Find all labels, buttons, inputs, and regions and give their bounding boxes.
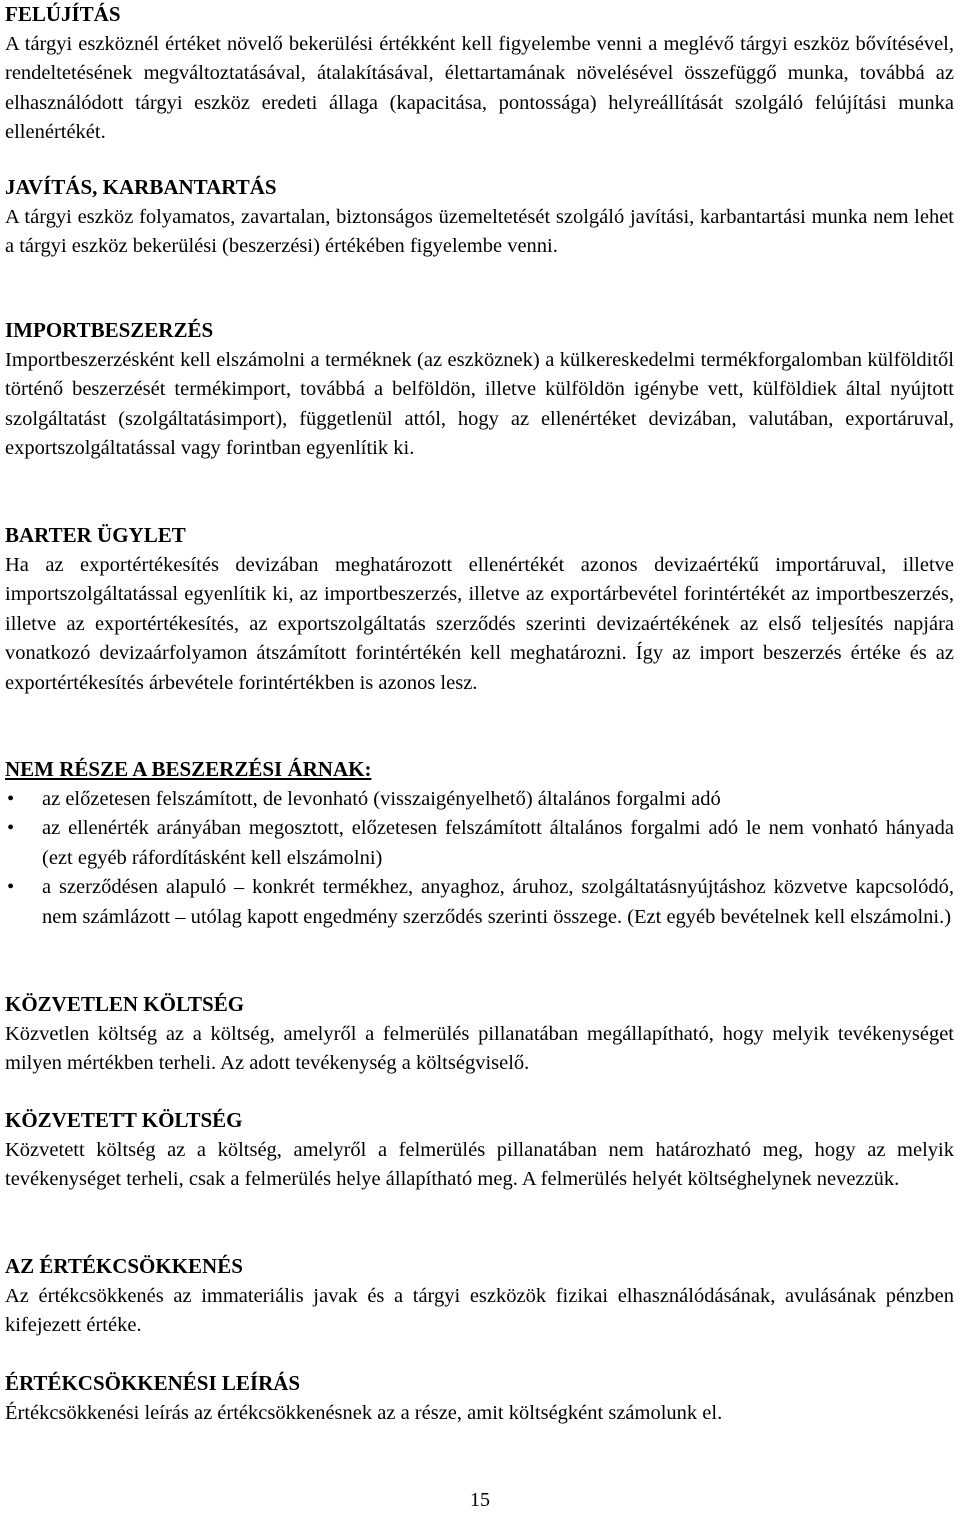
section-body: Közvetett költség az a költség, amelyről a felmerülés pillanatában nem határozható meg, hogy az melyik tevékenységet terheli, csak a felmerülés helye állapítható meg. A felmerülés helyét költséghelynek nevezzük. xyxy=(5,1138,954,1190)
section-heading: IMPORTBESZERZÉS xyxy=(5,318,214,342)
list-item-text: az előzetesen felszámított, de levonható (visszaigényelhető) általános forgalmi adó xyxy=(42,787,721,810)
bullet-icon: • xyxy=(7,817,15,839)
section-heading: NEM RÉSZE A BESZERZÉSI ÁRNAK: xyxy=(5,757,372,781)
list-item xyxy=(5,785,954,815)
section-felujitas xyxy=(5,0,954,148)
list-item xyxy=(5,814,954,873)
section-heading: KÖZVETETT KÖLTSÉG xyxy=(5,1108,243,1132)
section-body: A tárgyi eszköz folyamatos, zavartalan, biztonságos üzemeltetését szolgáló javítási, karbantartási munka nem lehet a tárgyi eszköz bekerülési (beszerzési) értékében figyelembe venni. xyxy=(5,205,954,257)
bullet-icon: • xyxy=(7,876,15,898)
list-item-text: a szerződésen alapuló – konkrét termékhez, anyaghoz, áruhoz, szolgáltatásnyújtáshoz közvetve kapcsolódó, nem számlázott – utólag kapott engedmény szerződés szerinti összege. (Ezt egyéb bevételnek kell elszámolni.) xyxy=(42,876,954,928)
section-ertekcsokkenesi-leiras xyxy=(5,1369,954,1428)
section-body: Az értékcsökkenés az immateriális javak és a tárgyi eszközök fizikai elhasználódásának, avulásának pénzben kifejezett értéke. xyxy=(5,1284,954,1336)
section-kozvetett-koltseg xyxy=(5,1106,954,1195)
bullet-icon: • xyxy=(7,787,15,810)
section-importbeszerzes xyxy=(5,316,954,464)
section-body: Importbeszerzésként kell elszámolni a terméknek (az eszköznek) a külkereskedelmi termékforgalomban külfölditől történő beszerzését termékimport, továbbá a belföldön, illetve külföldön igénybe vett, külföldiek által nyújtott szolgáltatást (szolgáltatásimport), függetlenül attól, hogy az ellenértéket devizában, valutában, exportáruval, exportszolgáltatással vagy forintban egyenlítik ki. xyxy=(5,348,954,459)
section-heading: ÉRTÉKCSÖKKENÉSI LEÍRÁS xyxy=(5,1371,301,1395)
section-heading: FELÚJÍTÁS xyxy=(5,2,121,26)
section-body: Ha az exportértékesítés devizában meghatározott ellenértékét azonos devizaértékű importáruval, illetve importszolgáltatással egyenlítik ki, az importbeszerzés, illetve az exportárbevétel forintértékét az importbeszerzés, illetve az exportértékesítés, az exportszolgáltatás szerződés szerinti devizaértékének az első teljesítés napjára vonatkozó devizaárfolyamon átszámított forintértékén kell meghatározni. Így az import beszerzés értéke és az exportértékesítés árbevétele forintértékben is azonos lesz. xyxy=(5,553,954,694)
section-body: Értékcsökkenési leírás az értékcsökkenésnek az a része, amit költségként számolunk el. xyxy=(5,1401,723,1424)
page-number: 15 xyxy=(470,1489,490,1511)
list-item-text: az ellenérték arányában megosztott, előzetesen felszámított általános forgalmi adó le nem vonható hányada (ezt egyéb ráfordításként kell elszámolni) xyxy=(42,817,954,869)
section-body: A tárgyi eszköznél értéket növelő bekerülési értékként kell figyelembe venni a meglévő tárgyi eszköz bővítésével, rendeltetésének megváltoztatásával, átalakításával, élettartamának növelésével összefüggő munka, továbbá az elhasználódott tárgyi eszköz eredeti állaga (kapacitása, pontossága) helyreállítását szolgáló felújítási munka ellenértékét. xyxy=(5,32,954,143)
section-kozvetlen-koltseg xyxy=(5,990,954,1079)
section-heading: JAVÍTÁS, KARBANTARTÁS xyxy=(5,175,277,199)
section-barter xyxy=(5,521,954,698)
section-javitas xyxy=(5,173,954,262)
bullet-list xyxy=(5,785,954,933)
section-heading: BARTER ÜGYLET xyxy=(5,523,186,547)
section-ertekcsokkenes xyxy=(5,1252,954,1341)
section-body: Közvetlen költség az a költség, amelyről a felmerülés pillanatában megállapítható, hogy melyik tevékenységet milyen mértékben terheli. Az adott tevékenység a költségviselő. xyxy=(5,1022,954,1074)
section-heading: KÖZVETLEN KÖLTSÉG xyxy=(5,992,245,1016)
section-heading: AZ ÉRTÉKCSÖKKENÉS xyxy=(5,1254,243,1278)
list-item xyxy=(5,873,954,932)
section-nem-resze xyxy=(5,755,954,932)
